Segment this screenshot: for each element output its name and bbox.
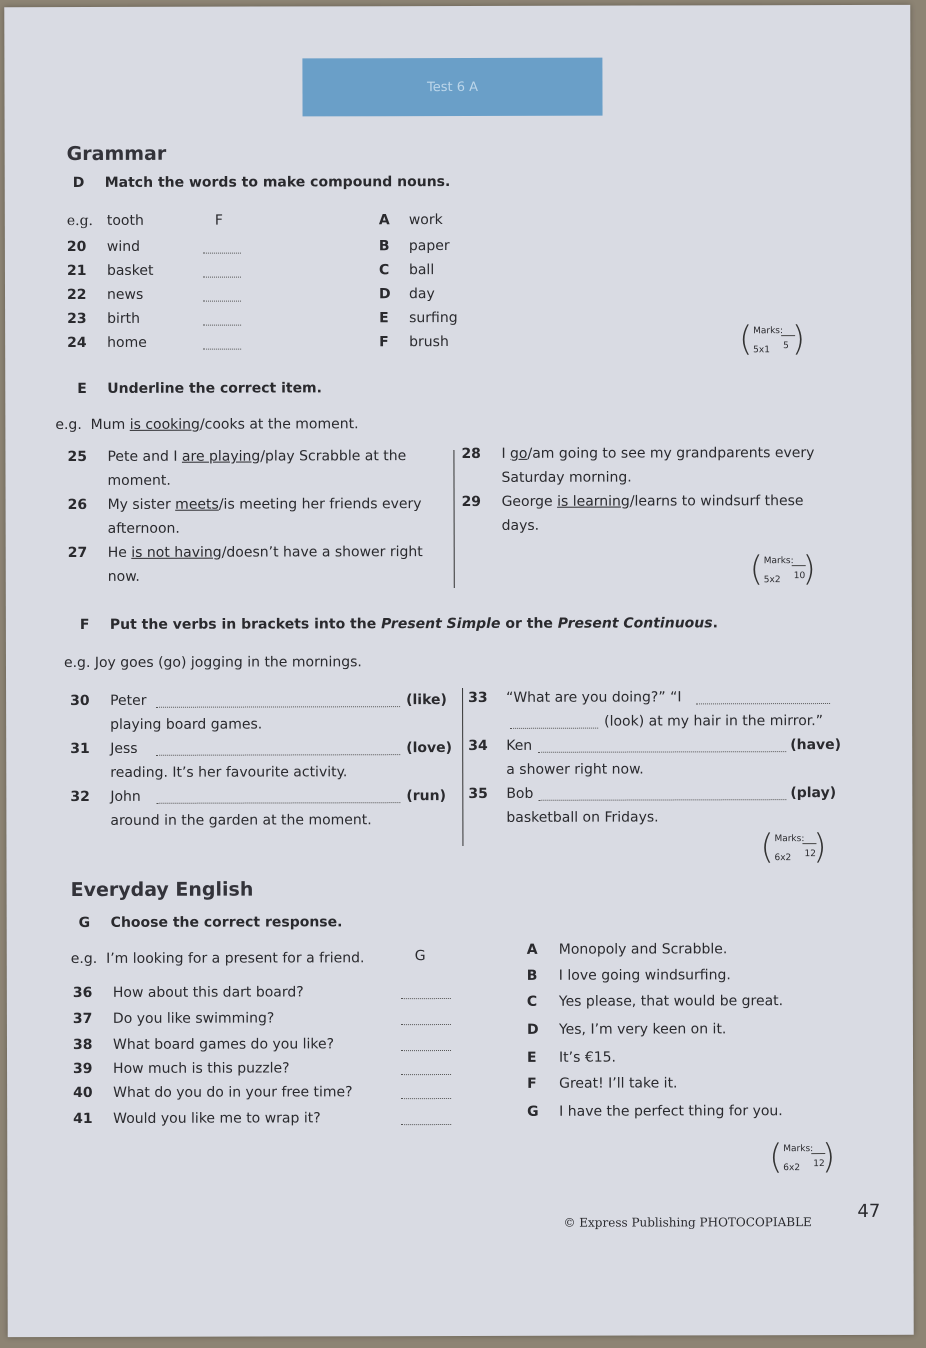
section-g-example: e.g. I’m looking for a present for a friend. (70, 950, 365, 968)
match-num: 22 (66, 286, 87, 304)
sentence-line-1 (107, 448, 406, 465)
answer-blank[interactable] (538, 751, 786, 753)
option-letter: B (378, 238, 390, 255)
item-number: 34 (468, 737, 488, 754)
response-letter: C (526, 993, 538, 1010)
match-answer: F (214, 212, 223, 229)
answer-blank[interactable] (401, 1124, 451, 1125)
sentence-part: My sister (107, 496, 176, 513)
option-letter: A (378, 212, 390, 229)
answer-blank[interactable] (401, 1050, 451, 1051)
verb-hint: (play) (790, 785, 837, 802)
item-number: 29 (461, 493, 482, 510)
answer-blank[interactable] (156, 754, 400, 756)
question-text: What board games do you like? (112, 1036, 335, 1053)
response-text: Yes please, that would be great. (558, 993, 784, 1010)
underlined-option: are playing (181, 448, 261, 465)
section-e-divider (453, 450, 454, 588)
answer-blank[interactable] (696, 703, 830, 704)
section-f-divider (462, 688, 463, 846)
option-letter: D (378, 286, 391, 303)
response-letter: B (526, 967, 538, 984)
match-num: 24 (67, 334, 87, 352)
question-text: What do you do in your free time? (113, 1084, 353, 1101)
item-continuation: playing board games. (110, 716, 263, 733)
verb-hint: (like) (406, 692, 447, 709)
match-word: birth (107, 310, 141, 327)
sentence-part: He (107, 544, 132, 561)
response-letter: G (527, 1103, 539, 1120)
item-continuation: a shower right now. (506, 761, 644, 778)
marks-box-e: ( ) Marks: 5x2 10 (749, 549, 816, 590)
sentence-line-2: days. (501, 517, 540, 534)
response-text: Great! I’ll take it. (559, 1075, 678, 1092)
verb-hint: (look) at my hair in the mirror.” (604, 713, 823, 730)
response-text: It’s €15. (558, 1049, 617, 1066)
response-letter: A (526, 941, 538, 958)
marks-box-d: ( ) Marks: 5x1 5 (739, 319, 806, 360)
question-text: Would you like me to wrap it? (113, 1110, 321, 1127)
section-d-instruction: Match the words to make compound nouns. (104, 174, 451, 191)
sentence-part: /am going to see my grandparents every (527, 445, 815, 462)
answer-blank[interactable] (401, 1098, 451, 1099)
response-letter: D (526, 1021, 539, 1038)
option-word: ball (408, 262, 435, 279)
match-word: news (106, 286, 144, 303)
sentence-part: George (501, 493, 558, 510)
question-text: How much is this puzzle? (113, 1060, 290, 1077)
question-number: 41 (73, 1110, 93, 1128)
sentence-part: /play Scrabble at the (260, 448, 407, 465)
answer-blank[interactable] (401, 1024, 451, 1025)
question-number: 39 (73, 1060, 93, 1078)
option-word: surfing (409, 310, 458, 327)
sentence-line-1 (108, 496, 422, 513)
sentence-line-2: afternoon. (107, 520, 180, 537)
item-number: 27 (67, 544, 88, 562)
verb-hint: (run) (406, 788, 446, 805)
sentence-part: /is meeting her friends every (218, 496, 422, 513)
match-word: tooth (106, 212, 144, 229)
answer-blank[interactable] (510, 728, 598, 729)
option-word: day (408, 286, 435, 303)
question-number: 37 (72, 1010, 93, 1028)
answer-blank[interactable] (203, 325, 241, 326)
item-number: 25 (67, 448, 87, 466)
question-text: Do you like swimming? (112, 1010, 275, 1027)
item-number: 32 (70, 788, 90, 806)
sentence-line-2: moment. (107, 472, 171, 489)
response-letter: E (526, 1049, 537, 1066)
underlined-option: meets (175, 496, 219, 513)
question-number: 36 (72, 984, 93, 1002)
match-word: basket (106, 262, 154, 279)
sentence-line-1 (108, 544, 423, 561)
option-word: brush (409, 334, 449, 351)
answer-blank[interactable] (156, 706, 400, 708)
answer-blank[interactable] (401, 1074, 451, 1075)
option-letter: E (379, 310, 389, 327)
sentence-line-2: now. (107, 568, 140, 585)
match-num: 21 (66, 262, 87, 280)
sentence-part: /doesn’t have a shower right (221, 544, 423, 561)
grammar-heading: Grammar (66, 142, 167, 166)
verb-hint: (love) (406, 740, 453, 757)
item-subject: John (110, 788, 141, 805)
item-number: 33 (468, 689, 488, 706)
verb-hint: (have) (790, 737, 842, 754)
underlined-option: is not having (131, 544, 222, 561)
question-number: 38 (72, 1036, 93, 1054)
section-g-example-answer: G (414, 948, 426, 965)
question-number: 40 (73, 1084, 93, 1102)
option-word: work (408, 212, 443, 229)
worksheet-page (4, 5, 913, 1337)
section-f-letter: F (79, 616, 90, 633)
sentence-line-1 (502, 493, 804, 510)
item-subject: Ken (506, 737, 533, 754)
response-text: Yes, I’m very keen on it. (558, 1021, 727, 1038)
match-word: wind (106, 238, 141, 255)
answer-blank[interactable] (538, 799, 786, 801)
sentence-part: /learns to windsurf these (629, 493, 804, 510)
match-num: 23 (67, 310, 87, 328)
match-num: 20 (66, 238, 87, 256)
option-word: paper (408, 238, 450, 255)
option-letter: C (378, 262, 390, 279)
item-subject: Peter (110, 692, 147, 709)
item-number: 31 (70, 740, 90, 758)
sentence-part: Pete and I (107, 448, 182, 465)
answer-blank[interactable] (401, 998, 451, 999)
match-num: e.g. (66, 212, 93, 230)
item-number: 26 (67, 496, 88, 514)
copyright-footer: © Express Publishing PHOTOCOPIABLE (563, 1215, 812, 1230)
match-word: home (107, 334, 147, 351)
response-letter: F (527, 1075, 537, 1092)
underlined-option: is learning (557, 493, 630, 510)
answer-blank[interactable] (156, 802, 400, 804)
underlined-option: go (510, 445, 528, 462)
item-subject: Jess (110, 740, 138, 757)
response-text: I love going windsurfing. (558, 967, 731, 984)
item-continuation: reading. It’s her favourite activity. (110, 764, 348, 781)
section-e-letter: E (77, 380, 87, 397)
section-f-instruction: Put the verbs in brackets into the Present Simple or the Present Continuous. (109, 615, 718, 633)
answer-blank[interactable] (203, 277, 241, 278)
marks-box-g: ( ) Marks: 6x2 12 (769, 1137, 836, 1178)
answer-blank[interactable] (203, 253, 241, 254)
item-number: 35 (468, 785, 488, 802)
section-e-instruction: Underline the correct item. (107, 380, 322, 397)
section-e-example: e.g. Mum is cooking/cooks at the moment. (55, 416, 359, 434)
section-f-example: e.g. Joy goes (go) jogging in the mornings. (63, 654, 362, 672)
item-continuation: around in the garden at the moment. (110, 812, 372, 829)
everyday-english-heading: Everyday English (70, 878, 254, 902)
item-subject: Bob (506, 785, 534, 802)
sentence-part: I (501, 445, 511, 462)
response-text: Monopoly and Scrabble. (558, 941, 728, 958)
sentence-line-1 (501, 445, 814, 462)
item-continuation: basketball on Fridays. (506, 809, 659, 826)
item-number: 28 (461, 445, 481, 462)
answer-blank[interactable] (203, 349, 241, 350)
section-g-instruction: Choose the correct response. (110, 914, 343, 931)
marks-box-f: ( ) Marks: 6x2 12 (760, 827, 827, 868)
section-d-letter: D (72, 174, 85, 192)
item-number: 30 (70, 692, 90, 710)
section-g-letter: G (78, 914, 91, 931)
answer-blank[interactable] (203, 301, 241, 302)
test-title: Test 6 A (426, 79, 479, 95)
question-text: How about this dart board? (112, 984, 304, 1001)
page-number: 47 (857, 1200, 881, 1222)
item-subject: “What are you doing?” “I (506, 689, 682, 706)
option-letter: F (379, 334, 389, 351)
test-banner (302, 58, 602, 117)
sentence-line-2: Saturday morning. (501, 469, 632, 486)
response-text: I have the perfect thing for you. (559, 1103, 783, 1120)
